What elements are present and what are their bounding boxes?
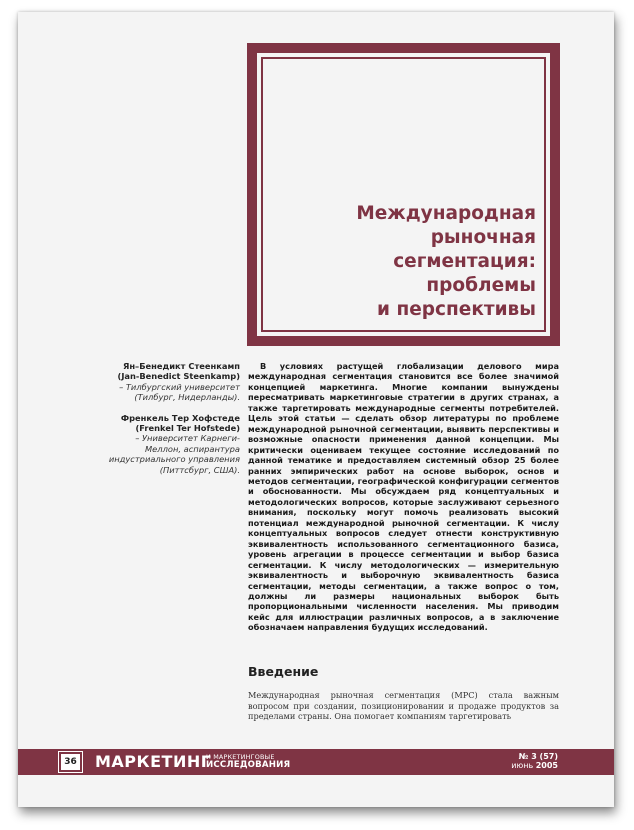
issue-month: июнь	[511, 761, 534, 770]
page-number: 36	[60, 753, 81, 771]
author-1	[78, 361, 240, 403]
authors-column	[78, 361, 240, 485]
author-name: Ян–Бенедикт Стеенкамп (Jan-Benedict Steenkamp)	[117, 361, 240, 382]
author-name: Френкель Тер Хофстеде (Frenkel Ter Hofstede)	[120, 412, 240, 434]
title-frame	[247, 43, 560, 346]
author-affiliation: – Тилбургский университет (Тилбург, Нидерланды).	[119, 381, 240, 403]
abstract-text: В условиях растущей глобализации делового мира международная сегментация становится все более значимой концепцией маркетинга. Многие компании вынуждены пересматривать маркетинговые стратегии в других странах, а также таргетировать международные сегменты потребителей. Цель этой статьи — сделать обзор литературы по проблеме международной рыночной сегментации, выявить перспективы и возможные опасности применения данной концепции. Мы критически оцениваем текущее состояние исследований по данной тематике и предоставляем системный обзор 25 более ранних эмпирических работ на основе выборок, основ и методов сегментации, географической конфигурации сегментов и обоснованности. Мы обсуждаем ряд концептуальных и методологических вопросов, которые заслуживают серьезного внимания, поскольку могут помочь реализовать высокий потенциал международной рыночной сегментации. К числу концептуальных вопросов следует отнести конструктивную эквивалентность использованного сегментационного базиса, уровень агрегации в процессе сегментации и выбор базиса сегментации. К числу методологических — измерительную эквивалентность и выборочную эквивалентность базиса сегментации, методы сегментации, а также вопрос о том, должны ли размеры национальных выборок быть пропорциональными численности населения. Мы приводим кейс для иллюстрации различных вопросов, а в заключение обозначаем направления будущих исследований.	[248, 361, 559, 633]
issue-info	[511, 752, 558, 770]
journal-brand: МАРКЕТИНГ	[95, 752, 212, 771]
issue-date	[511, 761, 558, 770]
journal-footer	[18, 749, 614, 775]
author-2	[78, 413, 240, 475]
brand-sub-line1: И МАРКЕТИНГОВЫЕ	[206, 753, 275, 761]
section-heading: Введение	[248, 664, 319, 679]
brand-sub-line2: ИССЛЕДОВАНИЯ	[206, 760, 291, 770]
title-frame-inner	[257, 53, 550, 336]
journal-brand-subtitle	[206, 753, 290, 769]
issue-number: № 3 (57)	[518, 752, 558, 761]
article-title: Международная рыночная сегментация: проблемы и перспективы	[356, 203, 536, 320]
journal-page	[18, 12, 614, 807]
author-affiliation: – Университет Карнеги- Меллон, аспирантура индустриального управления (Питтсбург, США).	[108, 433, 240, 475]
issue-year: 2005	[535, 761, 558, 770]
section-text: Международная рыночная сегментация (МРС) стала важным вопросом при создании, позиционировании и продаже продуктов за пределами страны. Она помогает компаниям таргетировать	[248, 690, 559, 722]
